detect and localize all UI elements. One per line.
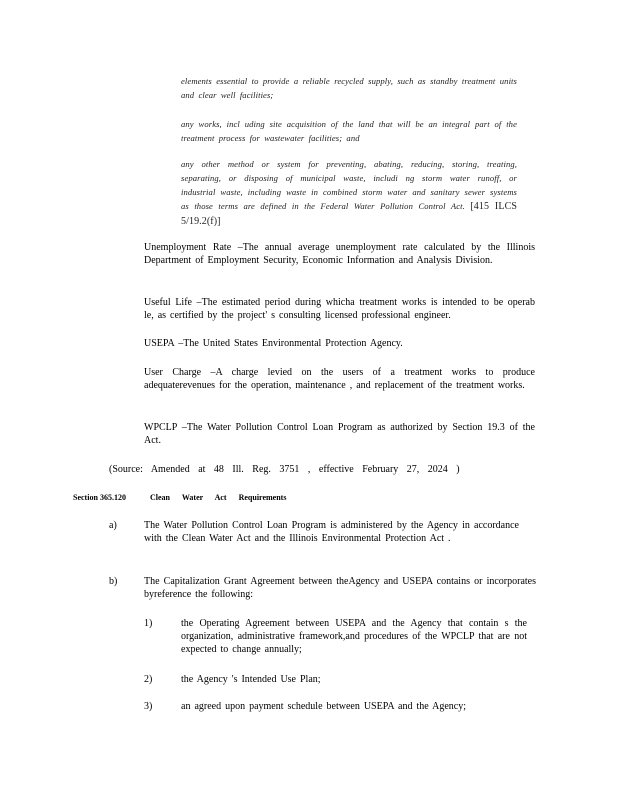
definition-wpclp: WPCLP –The Water Pollution Control Loan Program as authorized by Section 19.3 of the Act. xyxy=(144,422,535,447)
subitem-2-label: 2) xyxy=(144,674,153,685)
subitem-2-text: the Agency 's Intended Use Plan; xyxy=(181,674,321,685)
item-b-label: b) xyxy=(109,576,118,587)
item-a-label: a) xyxy=(109,520,117,531)
definition-usepa: USEPA –The United States Environmental Protection Agency. xyxy=(144,338,403,349)
definition-unemployment-rate: Unemployment Rate –The annual average unemployment rate calculated by the Illinois Department of Employment Security, Economic Information and Analysis Division. xyxy=(144,242,535,267)
subitem-3-text: an agreed upon payment schedule between USEPA and the Agency; xyxy=(181,701,467,712)
list-item-integral-works: any works, incl uding site acquisition of the land that will be an integral part of the treatment process for wastewater facilities; and xyxy=(181,119,517,143)
source-note: (Source: Amended at 48 Ill. Reg. 3751 , effective February 27, 2024 ) xyxy=(109,464,460,475)
subitem-1-label: 1) xyxy=(144,618,153,629)
list-item-waste-methods xyxy=(181,157,517,229)
statute-citation: [415 ILCS 5/19.2(f)] xyxy=(181,201,518,227)
section-number: 365.120 xyxy=(100,493,126,502)
subitem-1-text: the Operating Agreement between USEPA and the Agency that contain s the organization, administrative framework,and procedures of the WPCLP that are not expected to change annually; xyxy=(181,618,527,655)
section-label: Section xyxy=(73,493,98,502)
list-item-waste-methods-text: any other method or system for preventing, abating, reducing, storing, treating, separating, or disposing of municipal waste, includi ng storm water runoff, or industrial waste, including waste in combined storm water and sanitary sewer systems as those terms are defined in the Federal Water Pollution Control Act. xyxy=(181,159,517,211)
section-title: Clean Water Act Requirements xyxy=(150,493,287,502)
definition-useful-life: Useful Life –The estimated period during whicha treatment works is intended to be operab le, as certified by the project' s consulting licensed professional engineer. xyxy=(144,297,535,322)
item-a-text: The Water Pollution Control Loan Program is administered by the Agency in accordance with the Clean Water Act and the Illinois Environmental Protection Act . xyxy=(144,520,519,544)
section-heading xyxy=(73,492,286,504)
subitem-3-label: 3) xyxy=(144,701,153,712)
definition-user-charge: User Charge –A charge levied on the users of a treatment works to produce adequaterevenues for the operation, maintenance , and replacement of the treatment works. xyxy=(144,367,535,392)
item-b-text: The Capitalization Grant Agreement between theAgency and USEPA contains or incorporates byreference the following: xyxy=(144,576,536,600)
list-item-reliable-supply: elements essential to provide a reliable recycled supply, such as standby treatment units and clear well facilities; xyxy=(181,76,517,100)
